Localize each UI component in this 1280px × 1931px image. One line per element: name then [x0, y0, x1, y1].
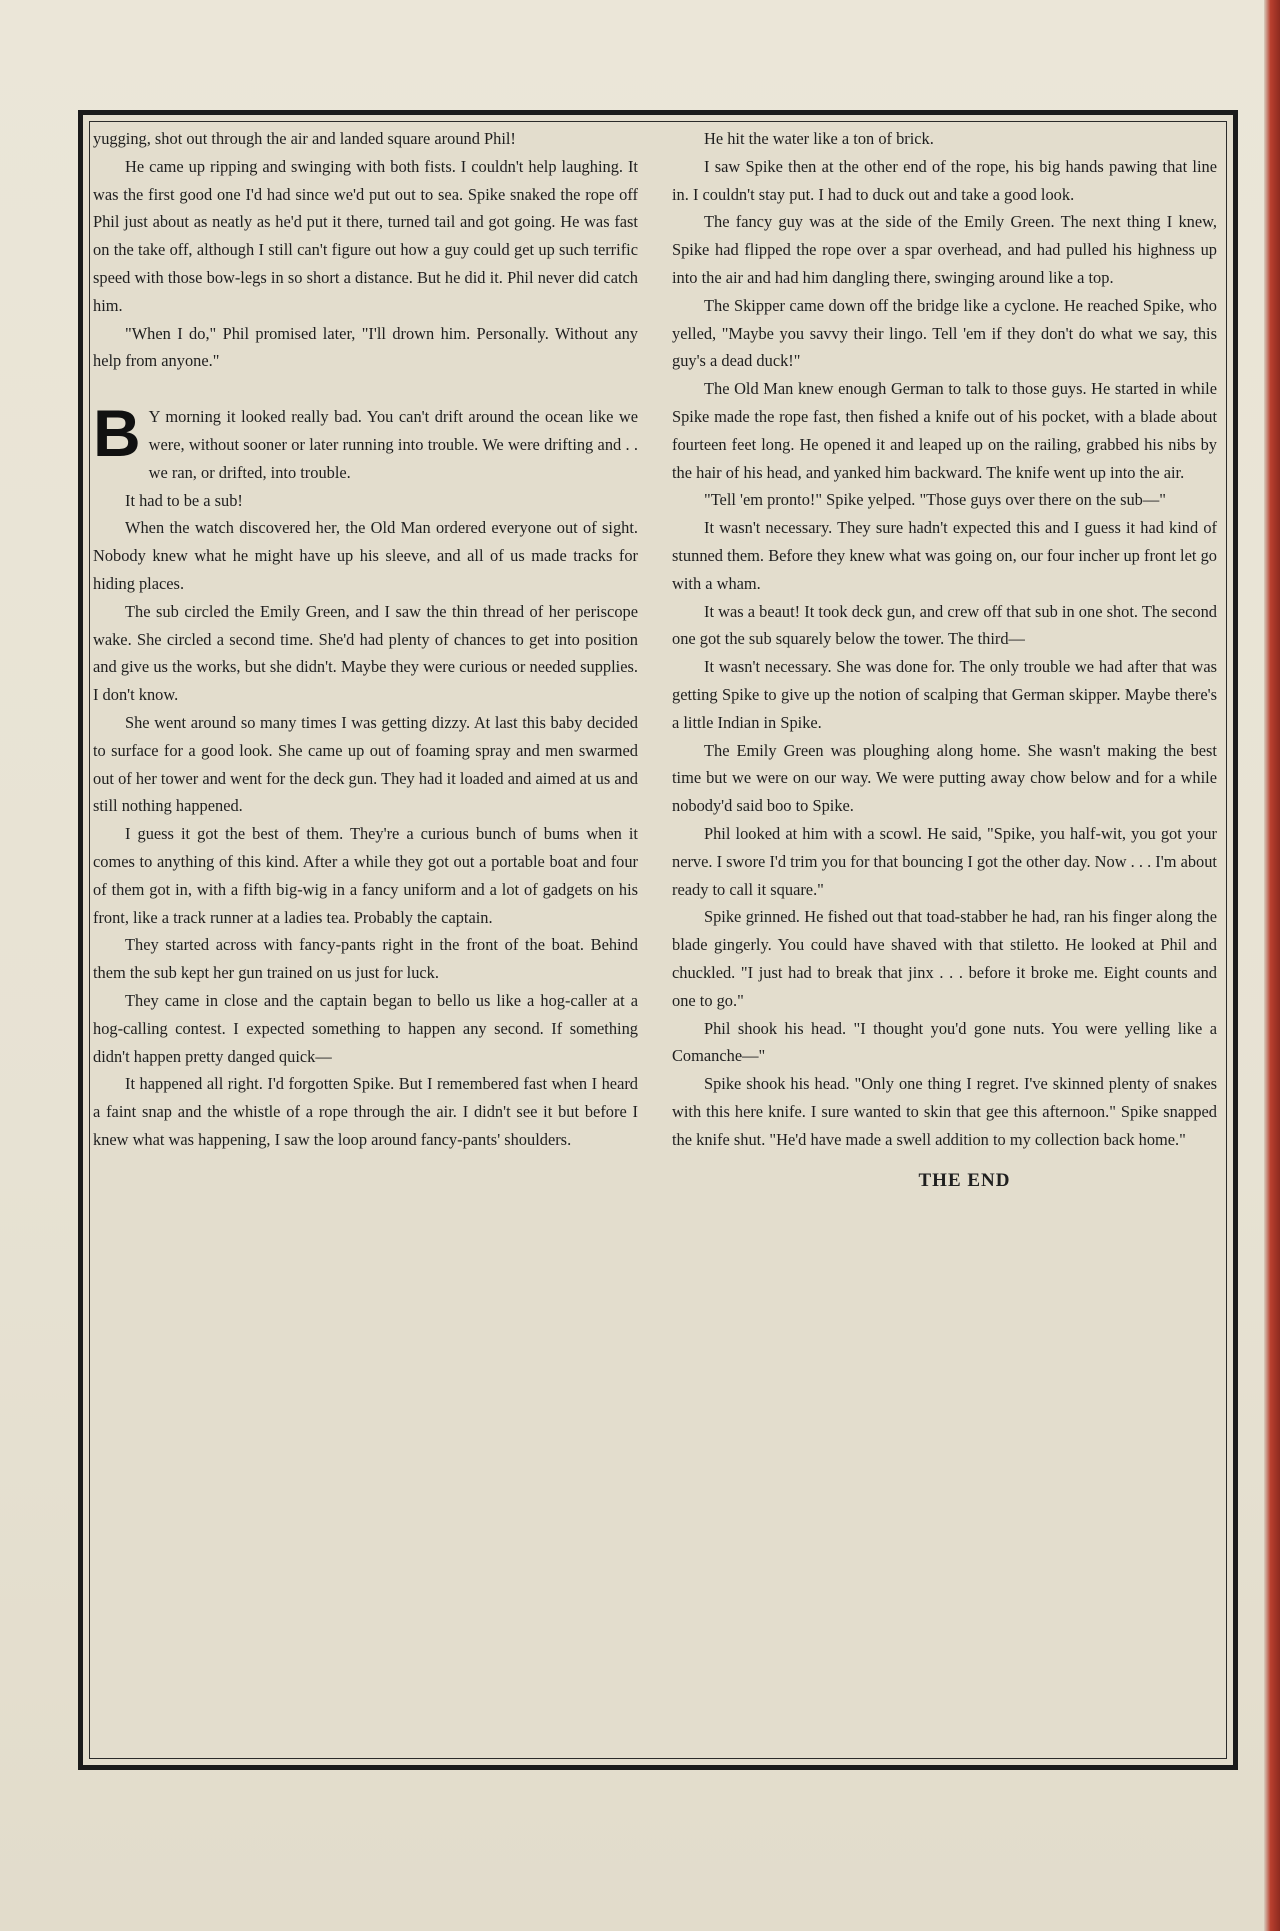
- paragraph: "When I do," Phil promised later, "I'll drown him. Personally. Without any help from anyone.": [93, 323, 638, 371]
- text-frame: [78, 110, 1238, 1770]
- paragraph: It was a beaut! It took deck gun, and crew off that sub in one shot. The second one got the sub squarely below the tower. The third—: [672, 601, 1217, 649]
- paragraph-text: Y morning it looked really bad. You can't drift around the ocean like we were, without sooner or later running into trouble. We were drifting and . . we ran, or drifted, into trouble.: [148, 407, 638, 482]
- dropcap-letter: B: [93, 396, 141, 471]
- paragraph: The Old Man knew enough German to talk to those guys. He started in while Spike made the rope fast, then fished a knife out of his pocket, with a blade about fourteen feet long. He opened it and leaped up on the railing, grabbed his nibs by the hair of his head, and yanked him backward. The knife went up into the air.: [672, 379, 1217, 482]
- paragraph: It wasn't necessary. She was done for. The only trouble we had after that was getting Spike to give up the notion of scalping that German skipper. Maybe there's a little Indian in Spike.: [672, 657, 1217, 732]
- paragraph: The sub circled the Emily Green, and I saw the thin thread of her periscope wake. She circled a second time. She'd had plenty of chances to get into position and give us the works, but she didn't. Maybe they were curious or needed supplies. I don't know.: [93, 601, 638, 705]
- paragraph: She went around so many times I was getting dizzy. At last this baby decided to surface for a good look. She came up out of foaming spray and men swarmed out of her tower and went for the deck gun. They had it loaded and aimed at us and still nothing happened.: [93, 712, 638, 816]
- paragraph: Spike grinned. He fished out that toad-stabber he had, ran his finger along the blade gingerly. You could have shaved with that stiletto. He looked at Phil and chuckled. "I just had to break that jinx . . . before it broke me. Eight counts and one to go.": [672, 907, 1217, 1010]
- dropcap-paragraph: [93, 396, 638, 486]
- paragraph: It happened all right. I'd forgotten Spike. But I remembered fast when I heard a faint snap and the whistle of a rope through the air. I didn't see it but before I knew what was happening, I saw the loop around fancy-pants' shoulders.: [93, 1074, 638, 1149]
- paragraph: When the watch discovered her, the Old Man ordered everyone out of sight. Nobody knew what he might have up his sleeve, and all of us made tracks for hiding places.: [93, 518, 638, 593]
- paragraph: He hit the water like a ton of brick.: [704, 129, 934, 148]
- the-end-label: THE END: [918, 1170, 1011, 1192]
- paragraph: He came up ripping and swinging with both fists. I couldn't help laughing. It was the first good one I'd had since we'd put out to sea. Spike snaked the rope off Phil just about as neatly as he'd put it there, turned tail and got going. He was fast on the take off, although I still can't figure out how a guy could get up such terrific speed with those bow-legs in so short a distance. But he did it. Phil never did catch him.: [93, 156, 638, 315]
- page-edge-red-cover: [1264, 0, 1280, 1931]
- paragraph: Phil shook his head. "I thought you'd gone nuts. You were yelling like a Comanche—": [672, 1018, 1217, 1066]
- paragraph: "Tell 'em pronto!" Spike yelped. "Those guys over there on the sub—": [704, 490, 1166, 510]
- paragraph: Phil looked at him with a scowl. He said, "Spike, you half-wit, you got your nerve. I swore I'd trim you for that bouncing I got the other day. Now . . . I'm about ready to call it square.": [672, 823, 1217, 899]
- paragraph: They started across with fancy-pants right in the front of the boat. Behind them the sub kept her gun trained on us just for luck.: [93, 935, 638, 983]
- left-column: [93, 125, 638, 1154]
- paragraph: I saw Spike then at the other end of the rope, his big hands pawing that line in. I couldn't stay put. I had to duck out and take a good look.: [672, 156, 1217, 204]
- paragraph: yugging, shot out through the air and landed square around Phil!: [93, 129, 516, 148]
- right-column: [672, 125, 1217, 1195]
- paragraph: The Emily Green was ploughing along home. She wasn't making the best time but we were on our way. We were putting away chow below and for a while nobody'd said boo to Spike.: [672, 740, 1217, 816]
- paragraph: They came in close and the captain began to bello us like a hog-caller at a hog-calling contest. I expected something to happen any second. If something didn't happen pretty danged quick—: [93, 990, 638, 1066]
- paragraph: The fancy guy was at the side of the Emily Green. The next thing I knew, Spike had flipped the rope over a spar overhead, and had pulled his highness up into the air and had him dangling there, swinging around like a top.: [672, 212, 1217, 287]
- paragraph: It wasn't necessary. They sure hadn't expected this and I guess it had kind of stunned them. Before they knew what was going on, our four incher up front let go with a wham.: [672, 518, 1217, 593]
- paragraph: I guess it got the best of them. They're a curious bunch of bums when it comes to anything of this kind. After a while they got out a portable boat and four of them got in, with a fifth big-wig in a fancy uniform and a lot of gadgets on his front, like a track runner at a ladies tea. Probably the captain.: [93, 824, 638, 927]
- paragraph: It had to be a sub!: [125, 490, 243, 510]
- paragraph: The Skipper came down off the bridge like a cyclone. He reached Spike, who yelled, "Maybe you savvy their lingo. Tell 'em if they don't do what we say, this guy's a dead duck!": [672, 295, 1217, 371]
- paragraph: Spike shook his head. "Only one thing I regret. I've skinned plenty of snakes with this here knife. I sure wanted to skin that gee this afternoon." Spike snapped the knife shut. "He'd have made a swell addition to my collection back home.": [672, 1074, 1217, 1149]
